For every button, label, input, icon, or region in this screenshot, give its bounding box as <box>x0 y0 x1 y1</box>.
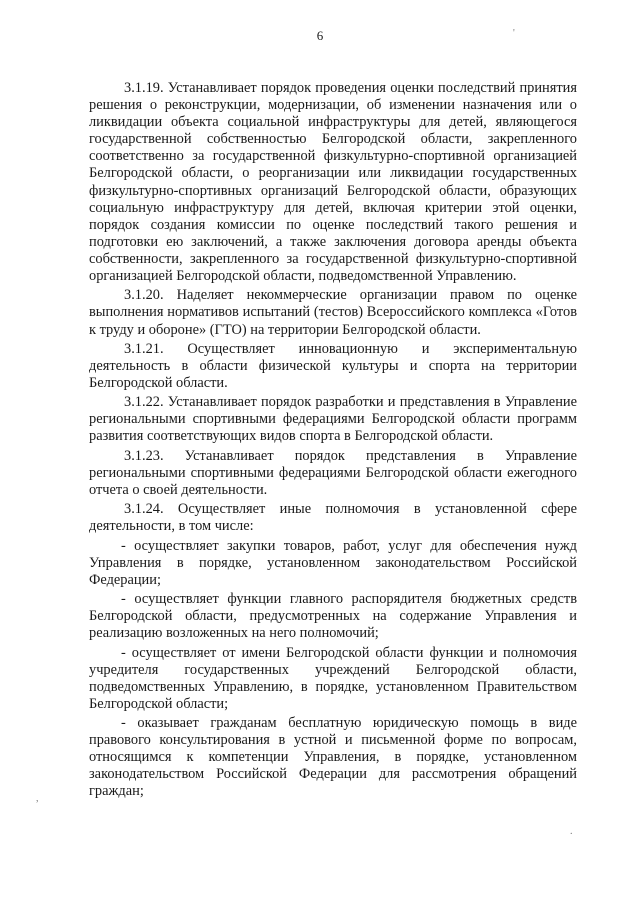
scan-speck: ' <box>513 28 515 39</box>
scan-speck: . <box>570 826 573 837</box>
list-item: - осуществляет функции главного распорядителя бюджетных средств Белгородской области, предусмотренных на содержание Управления и реализацию возложенных на него полномочий; <box>89 591 577 642</box>
paragraph-3-1-21: 3.1.21. Осуществляет инновационную и экспериментальную деятельность в области физической культуры и спорта на территории Белгородской области. <box>89 340 577 391</box>
paragraph-3-1-19: 3.1.19. Устанавливает порядок проведения оценки последствий принятия решения о реконструкции, модернизации, об изменении назначения или о ликвидации объекта социальной инфраструктуры для детей, являющегося государственной собственностью Белгородской области, закрепленного соответственно за государственной физкультурно-спортивной организацией Белгородской области, о реорганизации или ликвидации государственных физкультурно-спортивных организаций Белгородской области, образующих социальную инфраструктуру для детей, включая критерии этой оценки, порядок создания комиссии по оценке последствий такого решения и подготовки ею заключений, а также заключения договора аренды объекта собственности, закрепленного за государственной физкультурно-спортивной организацией Белгородской области, подведомственной Управлению. <box>89 80 577 285</box>
list-item: - оказывает гражданам бесплатную юридическую помощь в виде правового консультирования в устной и письменной форме по вопросам, относящимся к компетенции Управления, в порядке, установленном законодательством Российской Федерации для рассмотрения обращений граждан; <box>89 715 577 800</box>
paragraph-3-1-22: 3.1.22. Устанавливает порядок разработки и представления в Управление региональными спортивными федерациями Белгородской области программ развития соответствующих видов спорта в Белгородской области. <box>89 394 577 445</box>
list-item: - осуществляет от имени Белгородской области функции и полномочия учредителя государственных учреждений Белгородской области, подведомственных Управлению, в порядке, установленном Правительством Белгородской области; <box>89 644 577 712</box>
scan-speck: , <box>36 793 39 804</box>
page-number: 6 <box>316 28 324 43</box>
paragraph-3-1-20: 3.1.20. Наделяет некоммерческие организации правом по оценке выполнения нормативов испытаний (тестов) Всероссийского комплекса «Готов к труду и обороне» (ГТО) на территории Белгородской области. <box>89 287 577 338</box>
paragraph-3-1-23: 3.1.23. Устанавливает порядок представления в Управление региональными спортивными федерациями Белгородской области ежегодного отчета о своей деятельности. <box>89 447 577 498</box>
document-body <box>89 80 577 803</box>
paragraph-3-1-24: 3.1.24. Осуществляет иные полномочия в установленной сфере деятельности, в том числе: <box>89 501 577 535</box>
list-item: - осуществляет закупки товаров, работ, услуг для обеспечения нужд Управления в порядке, установленном законодательством Российской Федерации; <box>89 537 577 588</box>
